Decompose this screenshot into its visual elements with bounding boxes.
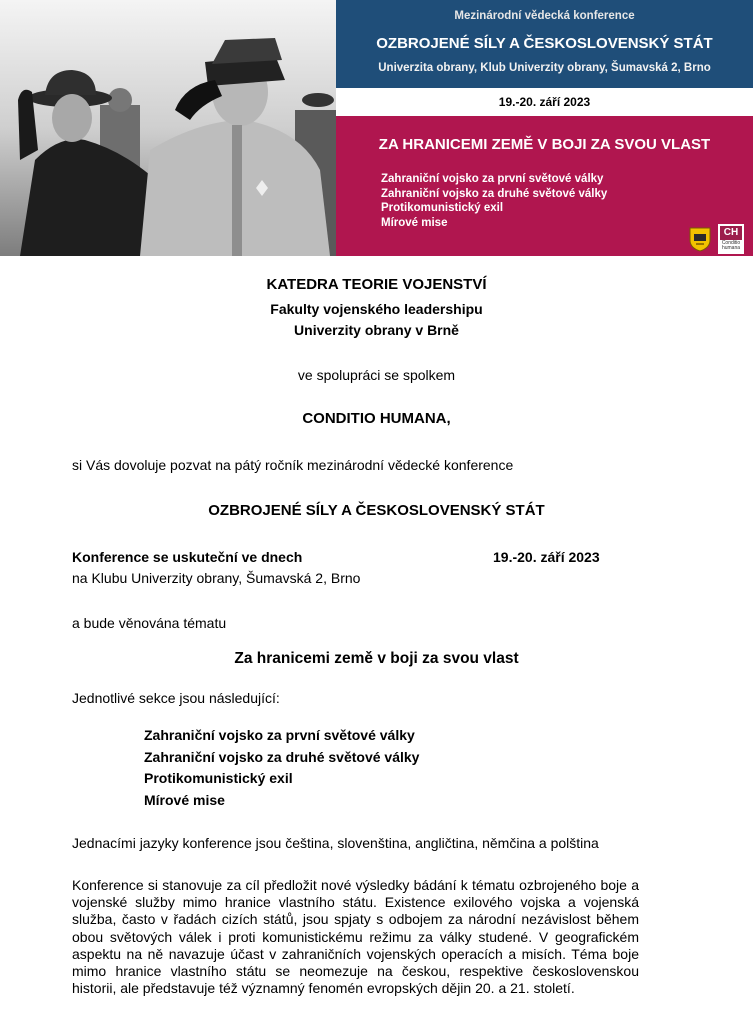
historical-photo: [0, 0, 336, 256]
conference-header-block: [336, 0, 753, 88]
banner-section-list: [381, 172, 607, 230]
banner-section-item: Protikomunistický exil: [381, 202, 504, 214]
university-name: Univerzity obrany v Brně: [294, 322, 459, 338]
sections-intro: Jednotlivé sekce jsou následující:: [72, 690, 280, 706]
dates-label: Konference se uskuteční ve dnech: [72, 549, 303, 565]
partner-name: CONDITIO HUMANA,: [302, 410, 451, 427]
conditio-humana-logo: [718, 224, 744, 254]
conference-date-banner: 19.-20. září 2023: [336, 88, 753, 116]
conference-title-banner: OZBROJENÉ SÍLY A ČESKOSLOVENSKÝ STÁT: [376, 35, 713, 52]
logo-ch-text: Conditio humana: [721, 240, 741, 251]
cooperation-line: ve spolupráci se spolkem: [297, 367, 456, 383]
location-text: na Klubu Univerzity obrany, Šumavská 2, Brno: [72, 570, 361, 586]
theme-title: ZA HRANICEMI ZEMĚ V BOJI ZA SVOU VLAST: [378, 136, 711, 153]
logo-ch-mark: CH: [720, 226, 742, 240]
section-item: Protikomunistický exil: [144, 770, 293, 786]
faculty-name: Fakulty vojenského leadershipu: [270, 301, 483, 317]
invitation-text: si Vás dovoluje pozvat na pátý ročník mezinárodní vědecké konference: [72, 457, 514, 473]
university-of-defence-logo: [688, 226, 712, 252]
conference-title: OZBROJENÉ SÍLY A ČESKOSLOVENSKÝ STÁT: [208, 502, 545, 519]
banner-section-item: Mírové mise: [381, 216, 448, 229]
conference-type: Mezinárodní vědecká konference: [454, 10, 635, 22]
conference-venue: Univerzita obrany, Klub Univerzity obrany, Šumavská 2, Brno: [378, 62, 711, 74]
dates-value: 19.-20. září 2023: [493, 549, 600, 565]
section-item: Mírové mise: [144, 792, 225, 808]
header-banner: [0, 0, 753, 256]
topic-title: Za hranicemi země v boji za svou vlast: [234, 650, 519, 667]
languages-text: Jednacími jazyky konference jsou čeština, slovenština, angličtina, němčina a polština: [72, 835, 599, 851]
section-item: Zahraniční vojsko za druhé světové války: [144, 749, 420, 765]
department-heading: KATEDRA TEORIE VOJENSTVÍ: [266, 276, 487, 293]
banner-section-item: Zahraniční vojsko za první světové války: [381, 173, 604, 185]
section-item: Zahraniční vojsko za první světové války: [144, 727, 415, 743]
goal-paragraph: Konference si stanovuje za cíl předložit nové výsledky bádání k tématu ozbrojeného boje a vojenské služby mimo hranice vlastního státu. Existence exilového vojska a vojenská služba, často v řadách cizích států, jsou spjaty s odbojem za národní nezávislost během obou světových válek i proti komunistickému režimu za války studené. V geografickém aspektu na ně navazuje účast v zahraničních vojenských operacích a misích. Téma boje mimo hranice vlastního státu se neomezuje na českou, respektive československou historii, ale představuje též významný fenomén evropských dějin 20. a 21. století.: [72, 877, 639, 997]
topic-intro: a bude věnována tématu: [72, 615, 227, 631]
banner-section-item: Zahraniční vojsko za druhé světové války: [381, 187, 608, 200]
